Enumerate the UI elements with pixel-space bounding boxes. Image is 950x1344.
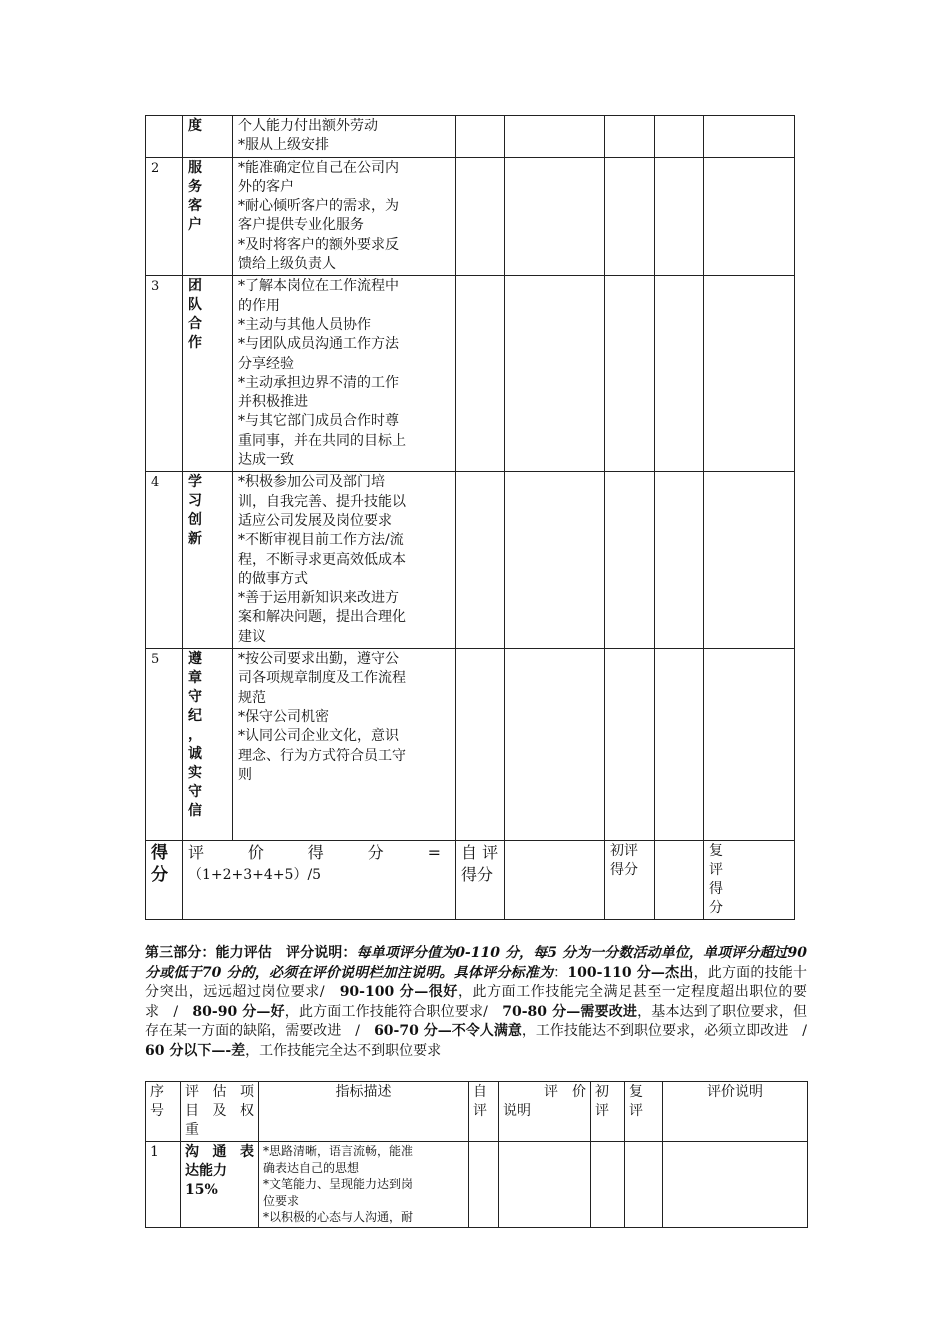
- table1-row: [146, 649, 795, 841]
- table1-row: [146, 116, 795, 158]
- row-description: 个人能力付出额外劳动 *服从上级安排: [233, 116, 456, 158]
- row-desc: *思路清晰，语言流畅，能准 确表达自己的思想 *文笔能力、呈现能力达到岗 位要求 *以积极的心态与人沟通，耐: [259, 1142, 469, 1228]
- score-cell[interactable]: [704, 649, 795, 841]
- table1-row: [146, 276, 795, 472]
- score-cell[interactable]: [655, 276, 704, 472]
- row-item-name: 学 习 创 新: [183, 472, 233, 649]
- grade-1: 100-110 分—杰出: [567, 964, 694, 981]
- row-description: *按公司要求出勤，遵守公 司各项规章制度及工作流程 规范 *保守公司机密 *认同公司企业文化，意识 理念、行为方式符合员工守 则: [233, 649, 456, 841]
- table1-score-row: [146, 841, 795, 920]
- row-number: 4: [146, 472, 183, 649]
- score-cell[interactable]: [655, 116, 704, 158]
- initial-score-value[interactable]: [655, 841, 704, 920]
- initial-score-label: 初评得分: [605, 841, 655, 920]
- header-self: 自 评: [469, 1082, 499, 1142]
- evaluation-table-part2: [145, 115, 795, 920]
- row-item-name: 服 务 客 户: [183, 157, 233, 276]
- score-cell[interactable]: [605, 116, 655, 158]
- score-cell[interactable]: [704, 157, 795, 276]
- score-cell[interactable]: [704, 116, 795, 158]
- score-cell[interactable]: [456, 472, 505, 649]
- table2-header-row: [146, 1082, 808, 1142]
- self-score-label: 自 评 得分: [456, 841, 505, 920]
- score-cell[interactable]: [505, 649, 605, 841]
- score-cell[interactable]: [704, 276, 795, 472]
- header-seq: 序 号: [146, 1082, 181, 1142]
- score-cell[interactable]: [704, 472, 795, 649]
- score-cell[interactable]: [605, 472, 655, 649]
- section3-description: 第三部分：能力评估 评分说明：每单项评分值为0-110 分，每5 分为一分数活动单位，单项评分超过90 分或低于70 分的，必须在评价说明栏加注说明。具体评分标准为：100-110 分—杰出，此方面的技能十分突出，远远超过岗位要求/ 90-100 分—很好，此方面工作技能完全满足甚至一定程度超出职位的要求 / 80-90 分—好，此方面工作技能符合职位要求/ 70-80 分—需要改进，基本达到了职位要求，但存在某一方面的缺陷，需要改进 / 60-70 分—不令人满意，工作技能达不到职位要求，必须立即改进 / 60 分以下—-差，工作技能完全达不到职位要求: [145, 945, 821, 1059]
- score-cell[interactable]: [505, 157, 605, 276]
- row-review: [625, 1142, 663, 1228]
- row-initial: [591, 1142, 625, 1228]
- header-self-note: 评 价 说明: [499, 1082, 591, 1142]
- row-number: 5: [146, 649, 183, 841]
- header-initial: 初 评: [591, 1082, 625, 1142]
- row-number: 3: [146, 276, 183, 472]
- header-review: 复 评: [625, 1082, 663, 1142]
- row-num: 1: [146, 1142, 181, 1228]
- row-item-name: 团 队 合 作: [183, 276, 233, 472]
- header-desc: 指标描述: [259, 1082, 469, 1142]
- row-description: *积极参加公司及部门培 训，自我完善、提升技能以 适应公司发展及岗位要求 *不断审视目前工作方法/流 程，不断寻求更高效低成本 的做事方式 *善于运用新知识来改进方 案和解决问题，提出合理化 建议: [233, 472, 456, 649]
- row-number: [146, 116, 183, 158]
- row-number: 2: [146, 157, 183, 276]
- score-cell[interactable]: [655, 157, 704, 276]
- review-score-label: 复 评 得 分: [704, 841, 795, 920]
- score-cell[interactable]: [605, 649, 655, 841]
- table2-row-1: [146, 1142, 808, 1228]
- row-item-name: 遵 章 守 纪 ， 诚 实 守 信: [183, 649, 233, 841]
- score-cell[interactable]: [456, 157, 505, 276]
- score-cell[interactable]: [456, 116, 505, 158]
- row-description: *能准确定位自己在公司内 外的客户 *耐心倾听客户的需求，为 客户提供专业化服务 *及时将客户的额外要求反 馈给上级负责人: [233, 157, 456, 276]
- score-cell[interactable]: [655, 649, 704, 841]
- row-description: *了解本岗位在工作流程中 的作用 *主动与其他人员协作 *与团队成员沟通工作方法 分享经验 *主动承担边界不清的工作 并积极推进 *与其它部门成员合作时尊 重同事，并在共同的目标上 达成一致: [233, 276, 456, 472]
- score-cell[interactable]: [456, 649, 505, 841]
- table1-row: [146, 157, 795, 276]
- ability-evaluation-table: [145, 1081, 808, 1228]
- row-note: [663, 1142, 808, 1228]
- grade-4: 70-80 分—需要改进: [502, 1003, 638, 1020]
- score-cell[interactable]: [505, 472, 605, 649]
- scoring-desc-label: 评分说明：: [286, 945, 357, 961]
- header-item: 评 估 项 目 及 权 重: [181, 1082, 259, 1142]
- score-label: 得 分: [146, 841, 183, 920]
- self-score-value[interactable]: [505, 841, 605, 920]
- row-item: 沟 通 表 达能力 15%: [181, 1142, 259, 1228]
- score-cell[interactable]: [605, 276, 655, 472]
- score-cell[interactable]: [655, 472, 704, 649]
- row-self-note: [499, 1142, 591, 1228]
- row-self: [469, 1142, 499, 1228]
- score-cell[interactable]: [605, 157, 655, 276]
- grade-2: 90-100 分—很好: [339, 984, 458, 1000]
- row-item-name: 度: [183, 116, 233, 158]
- score-cell[interactable]: [456, 276, 505, 472]
- grade-6: 60 分以下—-差: [145, 1042, 246, 1059]
- grade-3: 80-90 分—好: [192, 1003, 285, 1020]
- section3-title: 第三部分：能力评估: [145, 945, 272, 961]
- scoring-desc: 每单项评分值为0-110 分，每5 分为一分数活动单位，单项评分超过90 分或低于70 分的，必须在评价说明栏加注说明。具体评分标准为: [145, 945, 808, 981]
- score-formula: 评 价 得 分 = （1+2+3+4+5）/5: [183, 841, 456, 920]
- score-cell[interactable]: [505, 276, 605, 472]
- score-cell[interactable]: [505, 116, 605, 158]
- grade-5: 60-70 分—不令人满意: [374, 1023, 522, 1039]
- header-note: 评价说明: [663, 1082, 808, 1142]
- table1-row: [146, 472, 795, 649]
